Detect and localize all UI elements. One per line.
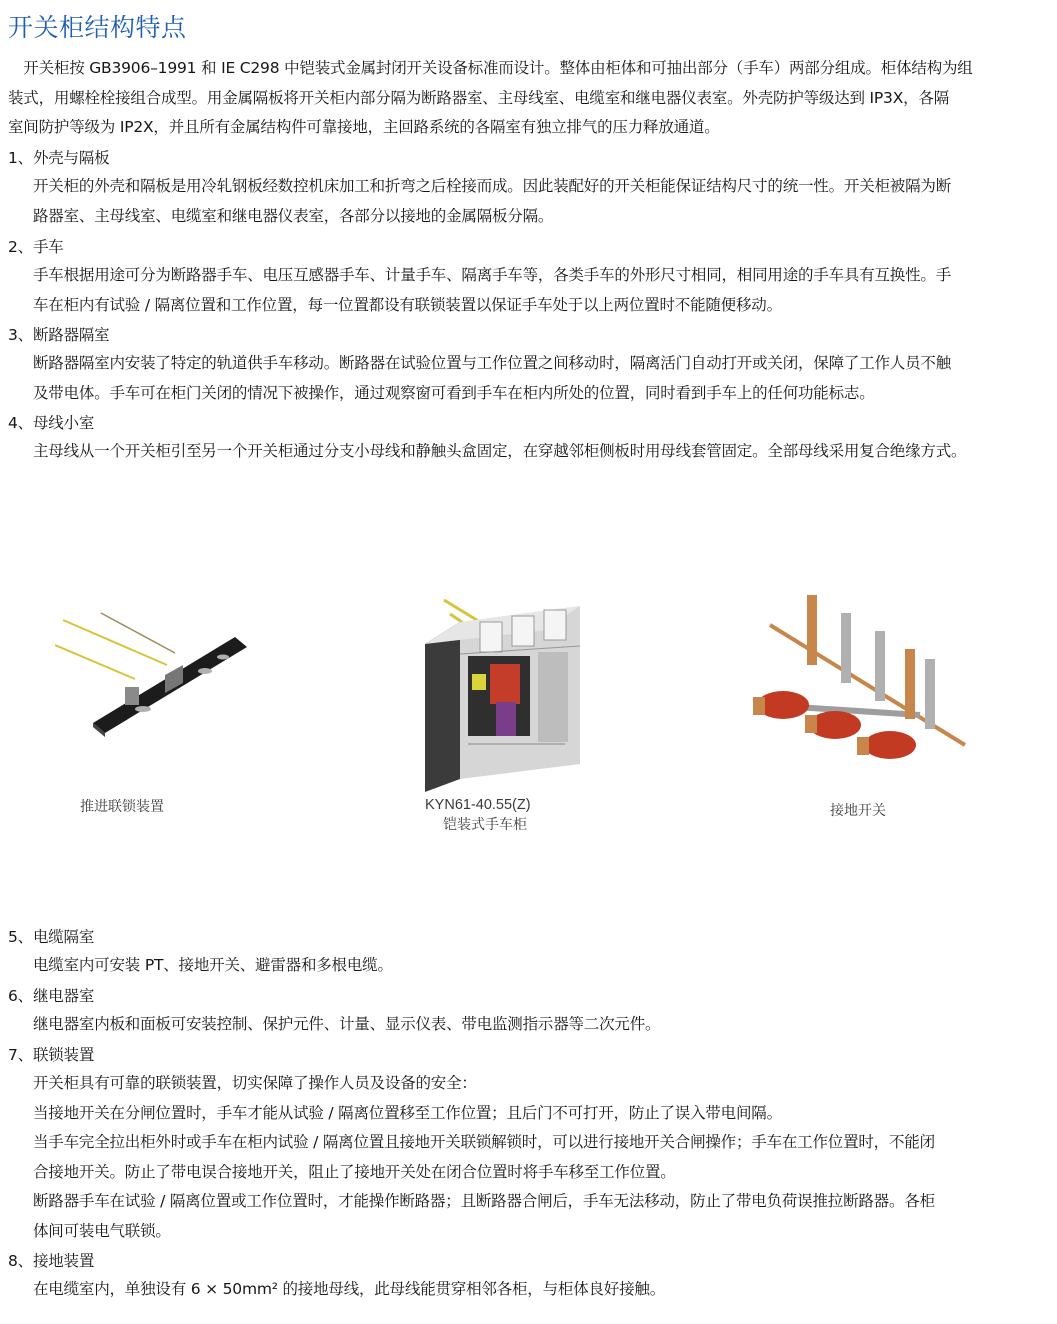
intro-line: 室间防护等级为 IP2X，并且所有金属结构件可靠接地，主回路系统的各隔室有独立排气的压力释放通道。 [8, 118, 720, 136]
section-heading: 1、外壳与隔板 [8, 149, 110, 167]
section-heading: 2、手车 [8, 238, 64, 256]
section-heading: 4、母线小室 [8, 414, 95, 432]
body-line: 当手车完全拉出柜外时或手车在柜内试验 / 隔离位置且接地开关联锁解锁时，可以进行接地开关合闸操作；手车在工作位置时，不能闭 [33, 1133, 935, 1151]
section-body [33, 437, 966, 467]
intro-paragraph [8, 54, 973, 143]
section-body [33, 261, 951, 320]
body-line: 合接地开关。防止了带电误合接地开关，阻止了接地开关处在闭合位置时将手车移至工作位置。 [33, 1162, 676, 1181]
section-body [33, 349, 951, 408]
body-line: 车在柜内有试验 / 隔离位置和工作位置，每一位置都设有联锁装置以保证手车处于以上两位置时不能随便移动。 [33, 295, 782, 314]
body-line: 及带电体。手车可在柜门关闭的情况下被操作，通过观察窗可看到手车在柜内所处的位置，同时看到手车上的任何功能标志。 [33, 383, 875, 402]
body-line: 路器室、主母线室、电缆室和继电器仪表室，各部分以接地的金属隔板分隔。 [33, 206, 554, 225]
body-line: 开关柜具有可靠的联锁装置，切实保障了操作人员及设备的安全： [33, 1074, 477, 1092]
body-line: 断路器手车在试验 / 隔离位置或工作位置时，才能操作断路器；且断路器合闸后，手车无法移动，防止了带电负荷误推拉断路器。各柜 [33, 1192, 935, 1210]
interlock-device-illustration [55, 605, 255, 745]
body-line: 体间可装电气联锁。 [33, 1221, 171, 1240]
body-line: 当接地开关在分闸位置时，手车才能从试验 / 隔离位置移至工作位置；且后门不可打开，防止了误入带电间隔。 [33, 1103, 782, 1122]
figure-caption-model: KYN61-40.55(Z) [425, 797, 531, 813]
section-heading: 3、断路器隔室 [8, 326, 110, 344]
body-line: 电缆室内可安装 PT、接地开关、避雷器和多根电缆。 [33, 956, 393, 974]
figure-caption: 接地开关 [830, 803, 886, 819]
intro-line: 开关柜按 GB3906–1991 和 IE C298 中铠装式金属封闭开关设备标准而设计。整体由柜体和可抽出部分（手车）两部分组成。柜体结构为组 [8, 59, 973, 77]
body-line: 开关柜的外壳和隔板是用冷轧钢板经数控机床加工和折弯之后栓接而成。因此装配好的开关柜能保证结构尺寸的统一性。开关柜被隔为断 [33, 177, 952, 195]
section-heading: 8、接地装置 [8, 1252, 95, 1270]
section-heading: 5、电缆隔室 [8, 928, 95, 946]
body-line: 继电器室内板和面板可安装控制、保护元件、计量、显示仪表、带电监测指示器等二次元件。 [33, 1015, 661, 1033]
switchgear-cabinet-illustration [420, 594, 585, 794]
body-line: 断路器隔室内安装了特定的轨道供手车移动。断路器在试验位置与工作位置之间移动时，隔离活门自动打开或关闭，保障了工作人员不触 [33, 354, 952, 372]
figure-caption: 推进联锁装置 [80, 799, 164, 815]
body-line: 手车根据用途可分为断路器手车、电压互感器手车、计量手车、隔离手车等，各类手车的外形尺寸相同，相同用途的手车具有互换性。手 [33, 266, 952, 284]
earthing-switch-illustration [745, 585, 975, 780]
section-body [33, 951, 393, 981]
body-line: 主母线从一个开关柜引至另一个开关柜通过分支小母线和静触头盒固定，在穿越邻柜侧板时用母线套管固定。全部母线采用复合绝缘方式。 [33, 442, 967, 460]
intro-line: 装式，用螺栓栓接组合成型。用金属隔板将开关柜内部分隔为断路器室、主母线室、电缆室和继电器仪表室。外壳防护等级达到 IP3X，各隔 [8, 88, 950, 107]
section-body [33, 172, 951, 231]
page-title: 开关柜结构特点 [8, 13, 187, 42]
section-body [33, 1069, 935, 1246]
section-heading: 7、联锁装置 [8, 1046, 95, 1064]
figure-caption: 铠装式手车柜 [443, 817, 527, 833]
section-body [33, 1010, 660, 1040]
body-line: 在电缆室内，单独设有 6 × 50mm² 的接地母线，此母线能贯穿相邻各柜，与柜体良好接触。 [33, 1280, 665, 1298]
section-heading: 6、继电器室 [8, 987, 95, 1005]
section-body [33, 1275, 665, 1305]
